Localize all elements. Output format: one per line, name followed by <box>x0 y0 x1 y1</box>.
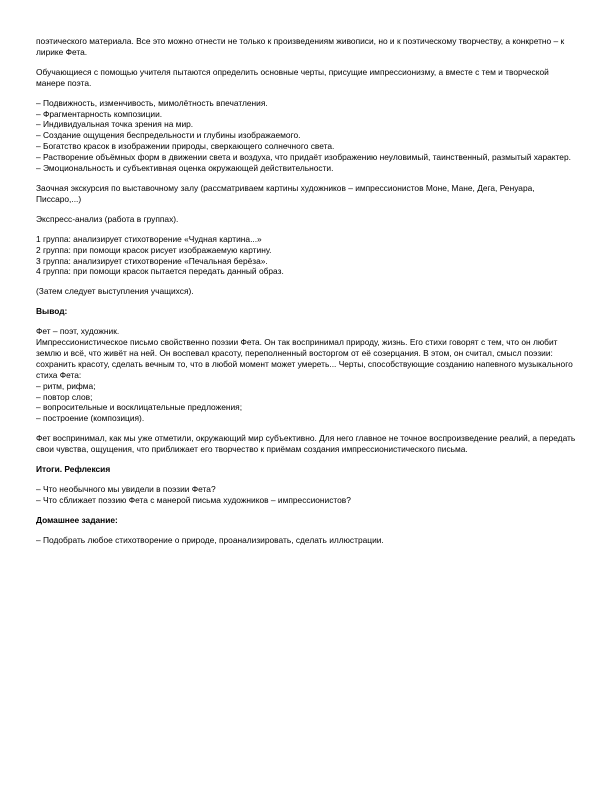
after-groups-paragraph: (Затем следует выступления учащихся). <box>36 286 194 297</box>
list-item: 1 группа: анализирует стихотворение «Чудная картина...» <box>36 233 262 244</box>
task-paragraph: Обучающиеся с помощью учителя пытаются определить основные черты, присущие импрессионизму, а вместе с тем и творческой манере поэта. <box>36 66 549 88</box>
express-analysis-paragraph: Экспресс-анализ (работа в группах). <box>36 213 179 224</box>
intro-paragraph: поэтического материала. Все это можно отнести не только к произведениям живописи, но и к поэтическому творчеству, а конкретно – к лирике Фета. <box>36 36 565 57</box>
fet-perception-paragraph: Фет воспринимал, как мы уже отметили, окружающий мир субъективно. Для него главное не точное воспроизведение реалий, а передать свои чувства, ощущения, что приближает его творчество к приёмам создания импрессионистического письма. <box>36 433 576 455</box>
excursion-paragraph: Заочная экскурсия по выставочному залу (рассматриваем картины художников – импрессионистов Моне, Мане, Дега, Ренуара, Писсаро,...) <box>36 182 535 204</box>
list-item: – построение (композиция). <box>36 413 145 424</box>
list-item: – Что необычного мы увидели в поэзии Фета? <box>36 484 216 494</box>
impressionism-features-list <box>36 98 576 174</box>
list-item: – Что сближает поэзию Фета с манерой письма художников – импрессионистов? <box>36 494 351 505</box>
conclusion-text: Импрессионистическое письмо свойственно поэзии Фета. Он так воспринимал природу, жизнь. Его стихи говорят с тем, что он любит землю и всё, что живёт на ней. Он воспевал красоту, переполненный восторгом от её созерцания. В этом, он считал, смысл поэзии: сохранить красоту, сделать вечным то, что в любой момент может умереть... Черты, способствующие созданию напевного музыкального стиха Фета: <box>36 337 573 380</box>
list-item: – Растворение объёмных форм в движении света и воздуха, что придаёт изображению неуловимый, таинственный, размытый характер. <box>36 152 571 163</box>
homework-text: – Подобрать любое стихотворение о природе, проанализировать, сделать иллюстрации. <box>36 534 384 545</box>
list-item: 3 группа: анализирует стихотворение «Печальная берёза». <box>36 255 268 266</box>
list-item: – Индивидуальная точка зрения на мир. <box>36 119 194 130</box>
list-item: – Создание ощущения беспредельности и глубины изображаемого. <box>36 130 301 141</box>
list-item: – Фрагментарность композиции. <box>36 108 163 119</box>
list-item: – повтор слов; <box>36 391 93 402</box>
list-item: 2 группа: при помощи красок рисует изображаемую картину. <box>36 244 272 255</box>
conclusion-block <box>36 326 576 424</box>
list-item: – Богатство красок в изображении природы, сверкающего солнечного света. <box>36 141 335 152</box>
list-item: 4 группа: при помощи красок пытается передать данный образ. <box>36 266 284 277</box>
list-item: – ритм, рифма; <box>36 380 96 391</box>
list-item: – Подвижность, изменчивость, мимолётность впечатления. <box>36 97 268 108</box>
document-page <box>36 36 576 555</box>
homework-heading: Домашнее задание: <box>36 514 118 525</box>
conclusion-line: Фет – поэт, художник. <box>36 326 120 337</box>
groups-list <box>36 234 576 278</box>
reflection-list <box>36 484 576 506</box>
list-item: – вопросительные и восклицательные предложения; <box>36 402 243 413</box>
conclusion-heading: Вывод: <box>36 306 68 317</box>
reflection-heading: Итоги. Рефлексия <box>36 464 111 475</box>
list-item: – Эмоциональность и субъективная оценка окружающей действительности. <box>36 163 334 174</box>
